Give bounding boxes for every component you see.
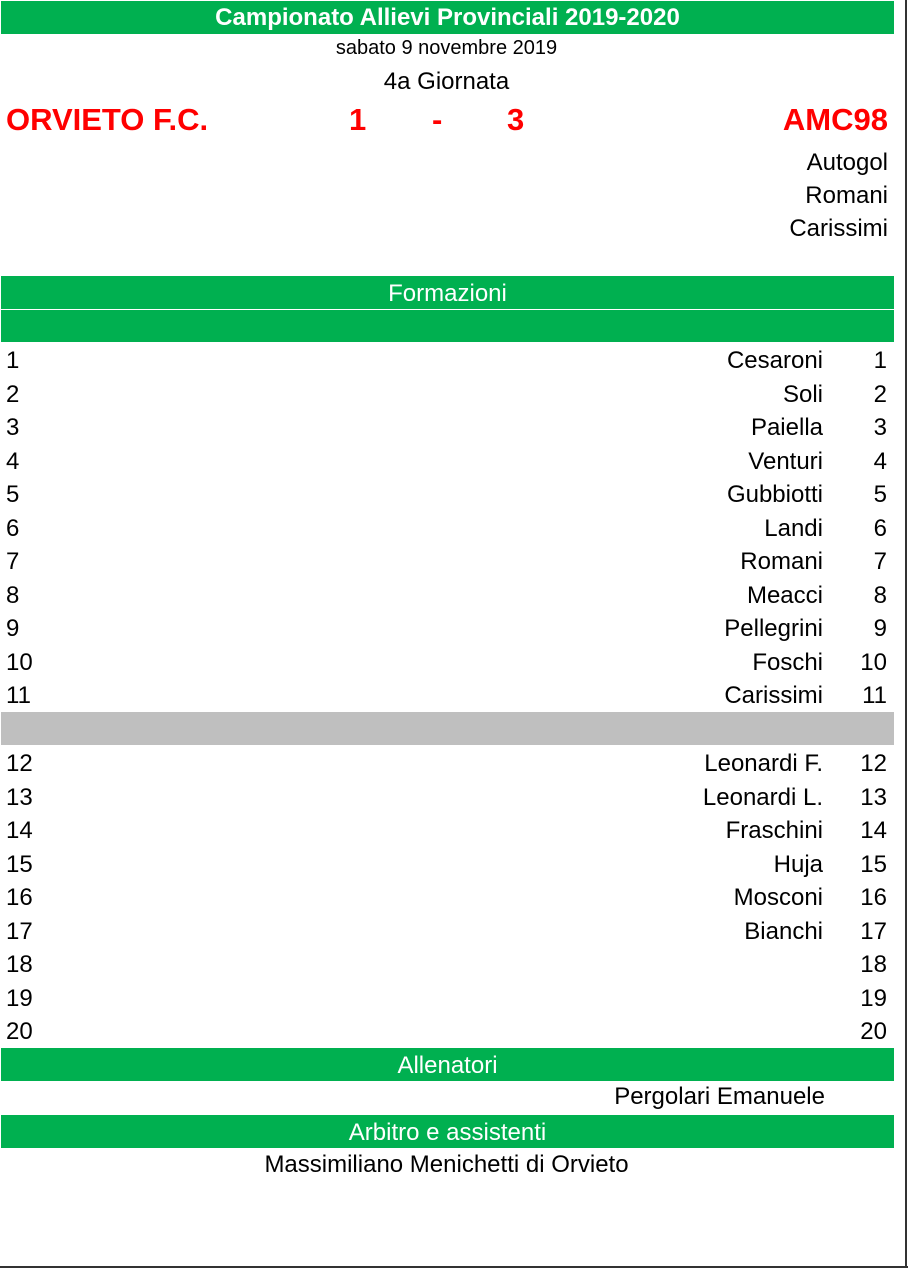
- page-border-right: [905, 0, 907, 1268]
- away-shirt-number: 5: [873, 481, 887, 508]
- home-score: 1: [349, 102, 367, 137]
- away-player-name: Soli: [782, 380, 823, 408]
- home-shirt-number: 20: [6, 1018, 33, 1045]
- away-shirt-number: 12: [860, 750, 887, 777]
- lineup-row: [0, 1015, 893, 1048]
- away-shirt-number: 6: [873, 514, 887, 542]
- lineup-row: [0, 579, 893, 612]
- home-shirt-number: 18: [6, 951, 33, 978]
- lineup-row: [0, 545, 893, 578]
- away-shirt-number: 3: [873, 414, 887, 441]
- away-coach-name: Pergolari Emanuele: [614, 1083, 825, 1110]
- lineup-row: [0, 411, 893, 444]
- away-shirt-number: 9: [873, 615, 887, 642]
- away-shirt-number: 8: [873, 581, 887, 609]
- away-player-name: Foschi: [752, 648, 823, 676]
- lineup-row: [0, 646, 893, 679]
- home-shirt-number: 1: [6, 347, 20, 374]
- away-shirt-number: 1: [873, 347, 887, 374]
- away-team-name: AMC98: [782, 102, 888, 137]
- lineup-row: [0, 982, 893, 1015]
- home-shirt-number: 14: [6, 817, 33, 844]
- away-player-name: Leonardi L.: [702, 783, 823, 811]
- away-shirt-number: 7: [873, 548, 887, 575]
- home-shirt-number: 5: [6, 481, 20, 508]
- lineup-row: [0, 378, 893, 411]
- away-player-name: Meacci: [746, 581, 823, 609]
- away-player-name: Gubbiotti: [726, 481, 823, 508]
- lineup-row: [0, 512, 893, 545]
- away-shirt-number: 19: [860, 984, 887, 1012]
- lineup-row: [0, 679, 893, 712]
- away-score: 3: [507, 102, 525, 137]
- lineup-row: [0, 848, 893, 881]
- away-player-name: Fraschini: [725, 817, 823, 844]
- lineup-row: [0, 781, 893, 814]
- lineup-row: [0, 948, 893, 981]
- away-scorer: Carissimi: [789, 215, 888, 242]
- away-player-name: Bianchi: [744, 917, 823, 945]
- away-shirt-number: 10: [860, 648, 887, 676]
- away-scorer: Autogol: [806, 149, 888, 176]
- away-player-name: Carissimi: [724, 682, 823, 709]
- referee-header: Arbitro e assistenti: [1, 1115, 894, 1148]
- home-shirt-number: 19: [6, 984, 33, 1012]
- coaches-header: Allenatori: [1, 1048, 894, 1081]
- home-shirt-number: 6: [6, 514, 20, 542]
- away-player-name: Paiella: [750, 414, 823, 441]
- away-player-name: Romani: [740, 548, 823, 575]
- away-shirt-number: 15: [860, 850, 887, 878]
- away-player-name: Pellegrini: [724, 615, 823, 642]
- away-player-name: Cesaroni: [726, 347, 823, 374]
- home-shirt-number: 13: [6, 783, 33, 811]
- lineups-subheader-band: [1, 310, 894, 342]
- match-round: 4a Giornata: [383, 68, 510, 95]
- home-shirt-number: 4: [6, 447, 20, 475]
- home-team-name: ORVIETO F.C.: [6, 102, 209, 137]
- lineup-row: [0, 881, 893, 914]
- home-shirt-number: 16: [6, 884, 33, 911]
- home-shirt-number: 17: [6, 917, 33, 945]
- home-shirt-number: 3: [6, 414, 20, 441]
- away-shirt-number: 16: [860, 884, 887, 911]
- home-shirt-number: 12: [6, 750, 33, 777]
- home-shirt-number: 8: [6, 581, 20, 609]
- lineup-row: [0, 445, 893, 478]
- referee-name: Massimiliano Menichetti di Orvieto: [264, 1151, 629, 1178]
- away-shirt-number: 17: [860, 917, 887, 945]
- lineup-row: [0, 747, 893, 780]
- lineups-header: Formazioni: [1, 276, 894, 309]
- away-player-name: Leonardi F.: [704, 750, 823, 777]
- home-shirt-number: 9: [6, 615, 20, 642]
- home-shirt-number: 15: [6, 850, 33, 878]
- away-shirt-number: 2: [873, 380, 887, 408]
- home-shirt-number: 11: [6, 682, 31, 709]
- away-scorers-list: [789, 146, 888, 245]
- away-shirt-number: 14: [860, 817, 887, 844]
- lineup-row: [0, 344, 893, 377]
- away-shirt-number: 11: [862, 682, 887, 709]
- home-shirt-number: 10: [6, 648, 33, 676]
- home-shirt-number: 2: [6, 380, 20, 408]
- match-date: sabato 9 novembre 2019: [335, 37, 558, 59]
- away-shirt-number: 20: [860, 1018, 887, 1045]
- lineup-row: [0, 915, 893, 948]
- away-player-name: Huja: [773, 850, 823, 878]
- away-shirt-number: 13: [860, 783, 887, 811]
- score-separator: -: [432, 102, 443, 137]
- bench-separator-band: [1, 712, 894, 745]
- lineup-row: [0, 814, 893, 847]
- away-shirt-number: 18: [860, 951, 887, 978]
- away-shirt-number: 4: [873, 447, 887, 475]
- lineup-row: [0, 478, 893, 511]
- away-scorer: Romani: [805, 182, 888, 209]
- lineup-row: [0, 612, 893, 645]
- home-shirt-number: 7: [6, 548, 20, 575]
- away-player-name: Mosconi: [733, 884, 823, 911]
- away-player-name: Landi: [764, 514, 823, 542]
- away-player-name: Venturi: [748, 447, 823, 475]
- championship-title: Campionato Allievi Provinciali 2019-2020: [1, 1, 894, 34]
